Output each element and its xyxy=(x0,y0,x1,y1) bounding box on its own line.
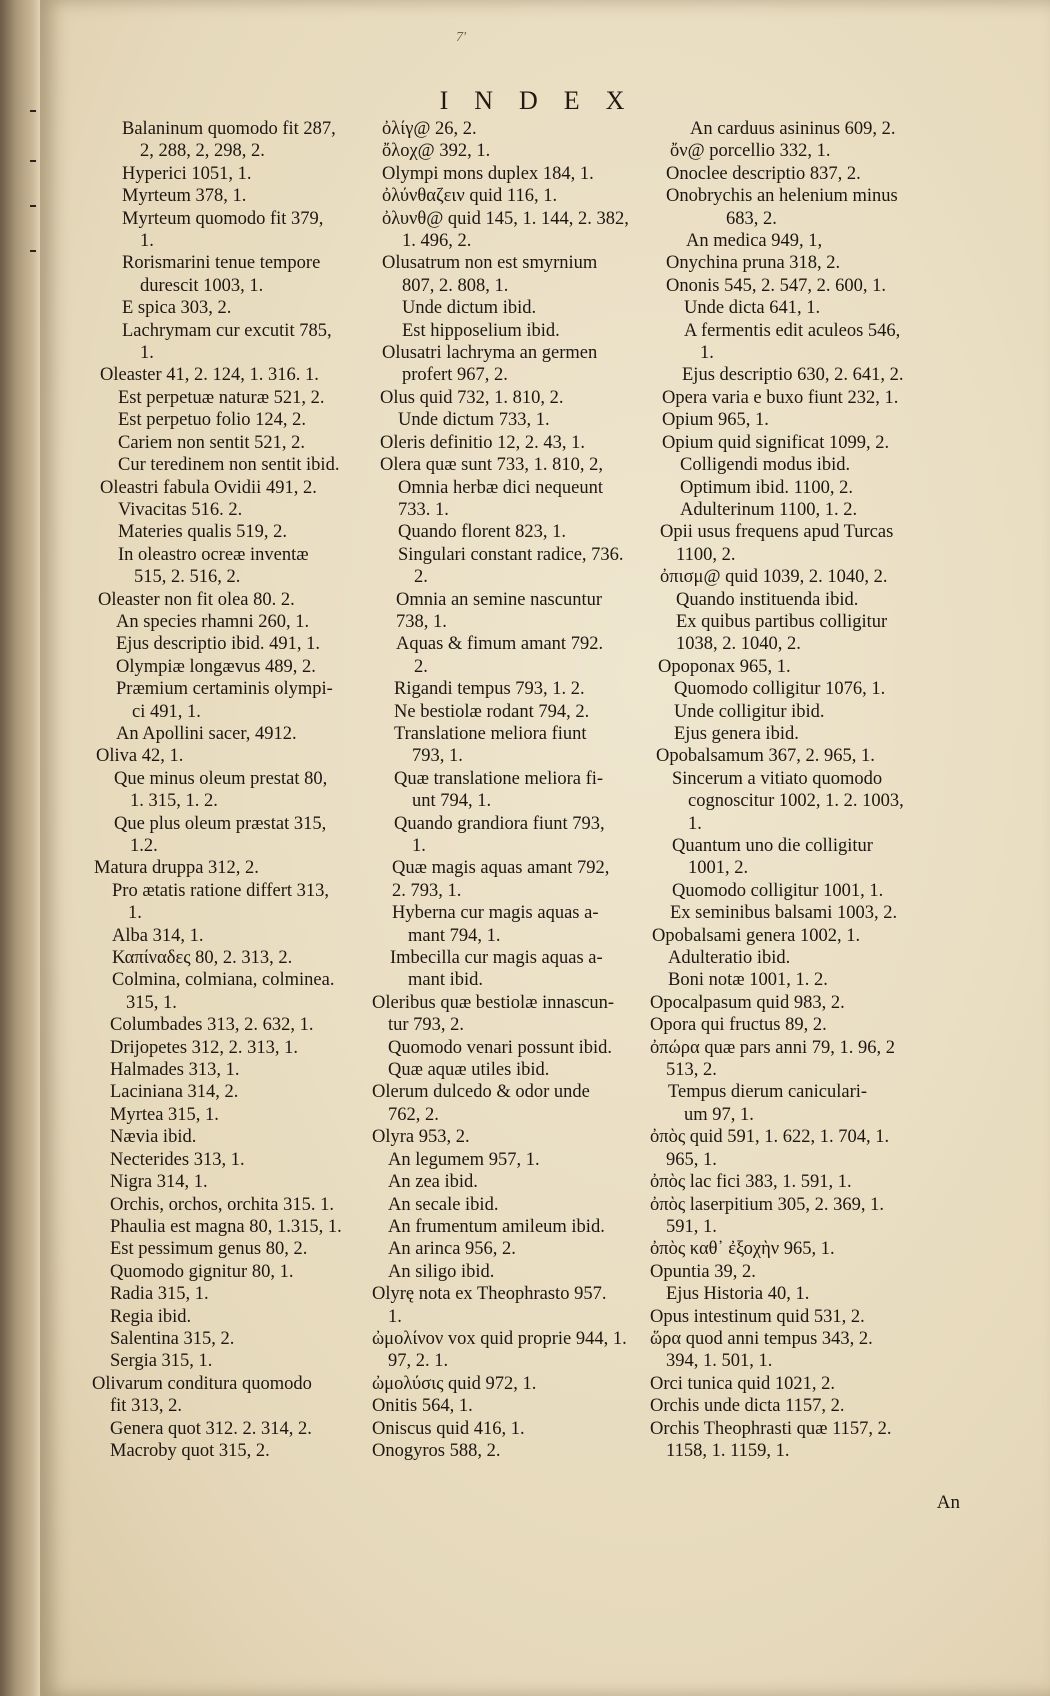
index-entry: Colmina, colmiana, colminea. xyxy=(112,970,335,991)
index-entry: Quomodo gignitur 80, 1. xyxy=(110,1261,294,1282)
index-entry: unt 794, 1. xyxy=(412,791,492,812)
index-entry: Ejus genera ibid. xyxy=(674,723,799,744)
index-entry: Ex quibus partibus colligitur xyxy=(676,611,888,632)
index-entry: Sincerum a vitiato quomodo xyxy=(672,768,883,789)
index-entry: Laciniana 314, 2. xyxy=(110,1082,239,1103)
index-entry: Onychina pruna 318, 2. xyxy=(666,253,841,274)
index-entry: Quæ aquæ utiles ibid. xyxy=(388,1060,550,1081)
index-entry: Olympiæ longævus 489, 2. xyxy=(116,656,316,677)
index-column-1 xyxy=(92,118,362,1462)
index-entry: Macroby quot 315, 2. xyxy=(110,1440,270,1461)
index-entry: Olyra 953, 2. xyxy=(372,1127,470,1148)
index-entry: 1100, 2. xyxy=(676,544,736,565)
index-entry: Opium quid significat 1099, 2. xyxy=(662,432,890,453)
index-entry: 762, 2. xyxy=(388,1104,439,1125)
index-entry: Oniscus quid 416, 1. xyxy=(372,1418,525,1439)
index-entry: 2. 793, 1. xyxy=(392,880,462,901)
index-entry: Pro ætatis ratione differt 313, xyxy=(112,880,329,901)
index-entry: Onobrychis an helenium minus xyxy=(666,186,898,207)
index-entry: cognoscitur 1002, 1. 2. 1003, xyxy=(688,791,904,812)
index-entry: Opocalpasum quid 983, 2. xyxy=(650,992,845,1013)
index-entry: Salentina 315, 2. xyxy=(110,1328,235,1349)
index-entry: 1. xyxy=(140,343,154,364)
index-entry: Olusatrum non est smyrnium xyxy=(382,253,598,274)
index-entry: Oleribus quæ bestiolæ innascun- xyxy=(372,992,615,1013)
index-entry: Ononis 545, 2. 547, 2. 600, 1. xyxy=(666,275,886,296)
index-entry: Cariem non sentit 521, 2. xyxy=(118,432,306,453)
index-entry: Est perpetuo folio 124, 2. xyxy=(118,410,307,431)
index-entry: ὀπισμ@ quid 1039, 2. 1040, 2. xyxy=(660,567,888,588)
index-entry: Olerum dulcedo & odor unde xyxy=(372,1082,590,1103)
index-entry: ὀλύνθαζειν quid 116, 1. xyxy=(382,186,558,207)
index-entry: Balaninum quomodo fit 287, xyxy=(122,119,336,139)
index-entry: Ne bestiolæ rodant 794, 2. xyxy=(394,701,590,722)
index-entry: Adulteratio ibid. xyxy=(668,948,791,969)
index-entry: An secale ibid. xyxy=(388,1194,499,1215)
index-entry: Orchis unde dicta 1157, 2. xyxy=(650,1396,845,1417)
index-entry: Cur teredinem non sentit ibid. xyxy=(118,455,340,476)
index-entry: 1.2. xyxy=(130,836,158,856)
index-entry: 1. xyxy=(140,231,154,252)
index-entry: Est pessimum genus 80, 2. xyxy=(110,1239,308,1260)
index-entry: Ex seminibus balsami 1003, 2. xyxy=(670,903,898,924)
index-entry: Opobalsami genera 1002, 1. xyxy=(652,925,861,946)
index-entry: Olus quid 732, 1. 810, 2. xyxy=(380,387,564,408)
index-entry: 315, 1. xyxy=(126,992,177,1013)
index-entry: ὄν@ porcellio 332, 1. xyxy=(670,141,831,162)
index-entry: Opera varia e buxo fiunt 232, 1. xyxy=(662,387,899,408)
index-entry: Quomodo venari possunt ibid. xyxy=(388,1037,613,1058)
index-entry: Singulari constant radice, 736. xyxy=(398,544,624,565)
index-entry: Adulterinum 1100, 1. 2. xyxy=(680,499,858,520)
index-entry: ὄλοχ@ 392, 1. xyxy=(382,141,491,162)
index-entry: Materies qualis 519, 2. xyxy=(118,522,288,543)
index-entry: Quæ magis aquas amant 792, xyxy=(392,858,610,879)
index-entry: Ejus descriptio 630, 2. 641, 2. xyxy=(682,365,904,386)
index-entry: 2. xyxy=(414,567,428,588)
index-entry: Onogyros 588, 2. xyxy=(372,1440,501,1461)
index-entry: ὀπὸς quid 591, 1. 622, 1. 704, 1. xyxy=(650,1127,890,1148)
index-entry: An medica 949, 1, xyxy=(686,231,823,252)
index-entry: Halmades 313, 1. xyxy=(110,1060,240,1081)
index-entry: An species rhamni 260, 1. xyxy=(116,611,310,632)
index-entry: Opus intestinum quid 531, 2. xyxy=(650,1306,865,1327)
index-entry: Ejus descriptio ibid. 491, 1. xyxy=(116,634,320,655)
index-entry: 1. xyxy=(388,1306,402,1327)
index-entry: Quantum uno die colligitur xyxy=(672,836,873,856)
index-entry: ὀπὸς laserpitium 305, 2. 369, 1. xyxy=(650,1194,885,1215)
index-entry: Lachrymam cur excutit 785, xyxy=(122,320,332,341)
index-entry: Olivarum conditura quomodo xyxy=(92,1373,312,1394)
index-entry: 793, 1. xyxy=(412,746,463,767)
index-entry: durescit 1003, 1. xyxy=(140,275,264,296)
index-entry: Est perpetuæ naturæ 521, 2. xyxy=(118,387,325,408)
index-entry: ὀπώρα quæ pars anni 79, 1. 96, 2 xyxy=(650,1037,895,1058)
index-entry: In oleastro ocreæ inventæ xyxy=(118,544,309,565)
index-entry: Onitis 564, 1. xyxy=(372,1396,473,1417)
index-entry: Quæ translatione meliora fi- xyxy=(394,768,604,789)
index-entry: 591, 1. xyxy=(666,1216,717,1237)
index-entry: Onoclee descriptio 837, 2. xyxy=(666,163,861,184)
index-entry: 683, 2. xyxy=(726,208,777,229)
index-entry: fit 313, 2. xyxy=(110,1396,182,1417)
index-entry: Tempus dierum caniculari- xyxy=(668,1082,868,1103)
index-column-3 xyxy=(650,118,945,1462)
index-entry: Opora qui fructus 89, 2. xyxy=(650,1015,827,1036)
index-entry: Vivacitas 516. 2. xyxy=(118,499,243,520)
index-entry: Quomodo colligitur 1001, 1. xyxy=(672,880,884,901)
index-entry: 1. 315, 1. 2. xyxy=(130,791,218,812)
index-entry: Myrteum 378, 1. xyxy=(122,186,247,207)
index-entry: Columbades 313, 2. 632, 1. xyxy=(110,1015,314,1036)
index-entry: Nigra 314, 1. xyxy=(110,1172,208,1193)
index-entry: A fermentis edit aculeos 546, xyxy=(684,320,901,341)
index-entry: Oliva 42, 1. xyxy=(96,746,184,767)
index-entry: ὠμολύσις quid 972, 1. xyxy=(372,1373,537,1394)
index-column-2 xyxy=(372,118,657,1462)
index-entry: 394, 1. 501, 1. xyxy=(666,1351,773,1372)
index-entry: Myrteum quomodo fit 379, xyxy=(122,208,324,229)
index-entry: Καπίναδες 80, 2. 313, 2. xyxy=(112,948,293,969)
index-entry: Orci tunica quid 1021, 2. xyxy=(650,1373,835,1394)
index-entry: Unde dicta 641, 1. xyxy=(684,298,821,319)
catchword: An xyxy=(936,1492,960,1513)
index-entry: Oleastri fabula Ovidii 491, 2. xyxy=(100,477,317,498)
index-entry: Quomodo colligitur 1076, 1. xyxy=(674,679,886,700)
index-entry: Rorismarini tenue tempore xyxy=(122,253,321,274)
book-binding xyxy=(0,0,40,1696)
index-entry: Est hipposelium ibid. xyxy=(402,320,560,341)
index-entry: Olympi mons duplex 184, 1. xyxy=(382,163,594,184)
index-entry: Oleris definitio 12, 2. 43, 1. xyxy=(380,432,586,453)
index-entry: Alba 314, 1. xyxy=(112,925,204,946)
index-entry: 1038, 2. 1040, 2. xyxy=(676,634,801,655)
index-entry: tur 793, 2. xyxy=(388,1015,465,1036)
index-entry: 733. 1. xyxy=(398,499,449,520)
index-entry: An siligo ibid. xyxy=(388,1261,495,1282)
index-entry: Præmium certaminis olympi- xyxy=(116,679,333,700)
index-entry: 97, 2. 1. xyxy=(388,1351,449,1372)
index-entry: 1001, 2. xyxy=(688,858,749,879)
index-entry: Aquas & fimum amant 792. xyxy=(396,634,604,655)
index-entry: Drijopetes 312, 2. 313, 1. xyxy=(110,1037,299,1058)
index-entry: Matura druppa 312, 2. xyxy=(94,858,259,879)
index-entry: mant 794, 1. xyxy=(408,925,501,946)
index-entry: Opium 965, 1. xyxy=(662,410,769,431)
index-entry: Opii usus frequens apud Turcas xyxy=(660,522,894,543)
index-entry: Olusatri lachryma an germen xyxy=(382,343,598,364)
index-entry: Quando florent 823, 1. xyxy=(398,522,567,543)
index-entry: 1. 496, 2. xyxy=(402,231,472,252)
index-entry: Unde dictum ibid. xyxy=(402,298,537,319)
index-entry: An frumentum amileum ibid. xyxy=(388,1216,605,1237)
index-entry: Orchis Theophrasti quæ 1157, 2. xyxy=(650,1418,892,1439)
index-entry: 1. xyxy=(688,813,702,834)
index-entry: 1. xyxy=(700,343,714,364)
index-entry: Genera quot 312. 2. 314, 2. xyxy=(110,1418,312,1439)
index-entry: Necterides 313, 1. xyxy=(110,1149,245,1170)
index-entry: Ejus Historia 40, 1. xyxy=(666,1284,810,1305)
index-entry: ὥρα quod anni tempus 343, 2. xyxy=(650,1328,873,1349)
index-entry: Omnia an semine nascuntur xyxy=(396,589,603,610)
index-entry: Myrtea 315, 1. xyxy=(110,1104,219,1125)
index-entry: Nævia ibid. xyxy=(110,1127,197,1148)
index-entry: An arinca 956, 2. xyxy=(388,1239,516,1260)
index-entry: Unde colligitur ibid. xyxy=(674,701,825,722)
index-entry: Quando grandiora fiunt 793, xyxy=(394,813,605,834)
index-entry: mant ibid. xyxy=(408,970,484,991)
index-entry: ὀπὸς καθ᾽ ἐξοχὴν 965, 1. xyxy=(650,1239,835,1260)
index-entry: An carduus asininus 609, 2. xyxy=(690,119,896,139)
index-entry: ὀλυνθ@ quid 145, 1. 144, 2. 382, xyxy=(382,208,629,229)
index-entry: 1. xyxy=(412,836,426,856)
index-entry: ὠμολίνον vox quid proprie 944, 1. xyxy=(372,1328,627,1349)
index-entry: 965, 1. xyxy=(666,1149,717,1170)
index-entry: 515, 2. 516, 2. xyxy=(134,567,241,588)
index-entry: Colligendi modus ibid. xyxy=(680,455,851,476)
index-entry: Olera quæ sunt 733, 1. 810, 2, xyxy=(380,455,604,476)
index-entry: Olyrę nota ex Theophrasto 957. xyxy=(372,1284,607,1305)
index-entry: Regia ibid. xyxy=(110,1306,192,1327)
index-entry: Orchis, orchos, orchita 315. 1. xyxy=(110,1194,335,1215)
index-entry: Hyberna cur magis aquas a- xyxy=(392,903,599,924)
index-entry: Omnia herbæ dici nequeunt xyxy=(398,477,603,498)
index-entry: E spica 303, 2. xyxy=(122,298,232,319)
index-entry: Boni notæ 1001, 1. 2. xyxy=(668,970,828,991)
index-entry: 2, 288, 2, 298, 2. xyxy=(140,141,265,162)
index-entry: ὀπὸς lac fici 383, 1. 591, 1. xyxy=(650,1172,852,1193)
index-entry: Opobalsamum 367, 2. 965, 1. xyxy=(656,746,875,767)
index-entry: 738, 1. xyxy=(396,611,447,632)
index-entry: ὀλίγ@ 26, 2. xyxy=(382,119,477,139)
index-entry: An zea ibid. xyxy=(388,1172,478,1193)
index-entry: 513, 2. xyxy=(666,1060,717,1081)
index-entry: ci 491, 1. xyxy=(132,701,201,722)
index-entry: Sergia 315, 1. xyxy=(110,1351,213,1372)
index-entry: Opoponax 965, 1. xyxy=(658,656,791,677)
index-entry: Quando instituenda ibid. xyxy=(676,589,859,610)
index-entry: An Apollini sacer, 4912. xyxy=(116,723,297,744)
index-entry: 1158, 1. 1159, 1. xyxy=(666,1440,790,1461)
index-entry: Rigandi tempus 793, 1. 2. xyxy=(394,679,585,700)
index-entry: Optimum ibid. 1100, 2. xyxy=(680,477,854,498)
page-title: INDEX xyxy=(439,86,651,115)
index-entry: Phaulia est magna 80, 1.315, 1. xyxy=(110,1216,342,1237)
index-entry: Translatione meliora fiunt xyxy=(394,723,587,744)
index-entry: 2. xyxy=(414,656,428,677)
index-entry: Que plus oleum præstat 315, xyxy=(114,813,327,834)
index-entry: Unde dictum 733, 1. xyxy=(398,410,550,431)
index-entry: Opuntia 39, 2. xyxy=(650,1261,756,1282)
index-entry: Que minus oleum prestat 80, xyxy=(114,768,328,789)
index-entry: profert 967, 2. xyxy=(402,365,508,386)
index-entry: 807, 2. 808, 1. xyxy=(402,275,509,296)
index-entry: Oleaster non fit olea 80. 2. xyxy=(98,589,295,610)
index-entry: Imbecilla cur magis aquas a- xyxy=(390,948,603,969)
index-entry: Oleaster 41, 2. 124, 1. 316. 1. xyxy=(100,365,319,386)
index-entry: 1. xyxy=(128,903,142,924)
index-entry: Radia 315, 1. xyxy=(110,1284,209,1305)
index-entry: An legumem 957, 1. xyxy=(388,1149,540,1170)
index-entry: Hyperici 1051, 1. xyxy=(122,163,252,184)
folio-mark: 7' xyxy=(456,30,466,45)
index-entry: um 97, 1. xyxy=(684,1104,754,1125)
